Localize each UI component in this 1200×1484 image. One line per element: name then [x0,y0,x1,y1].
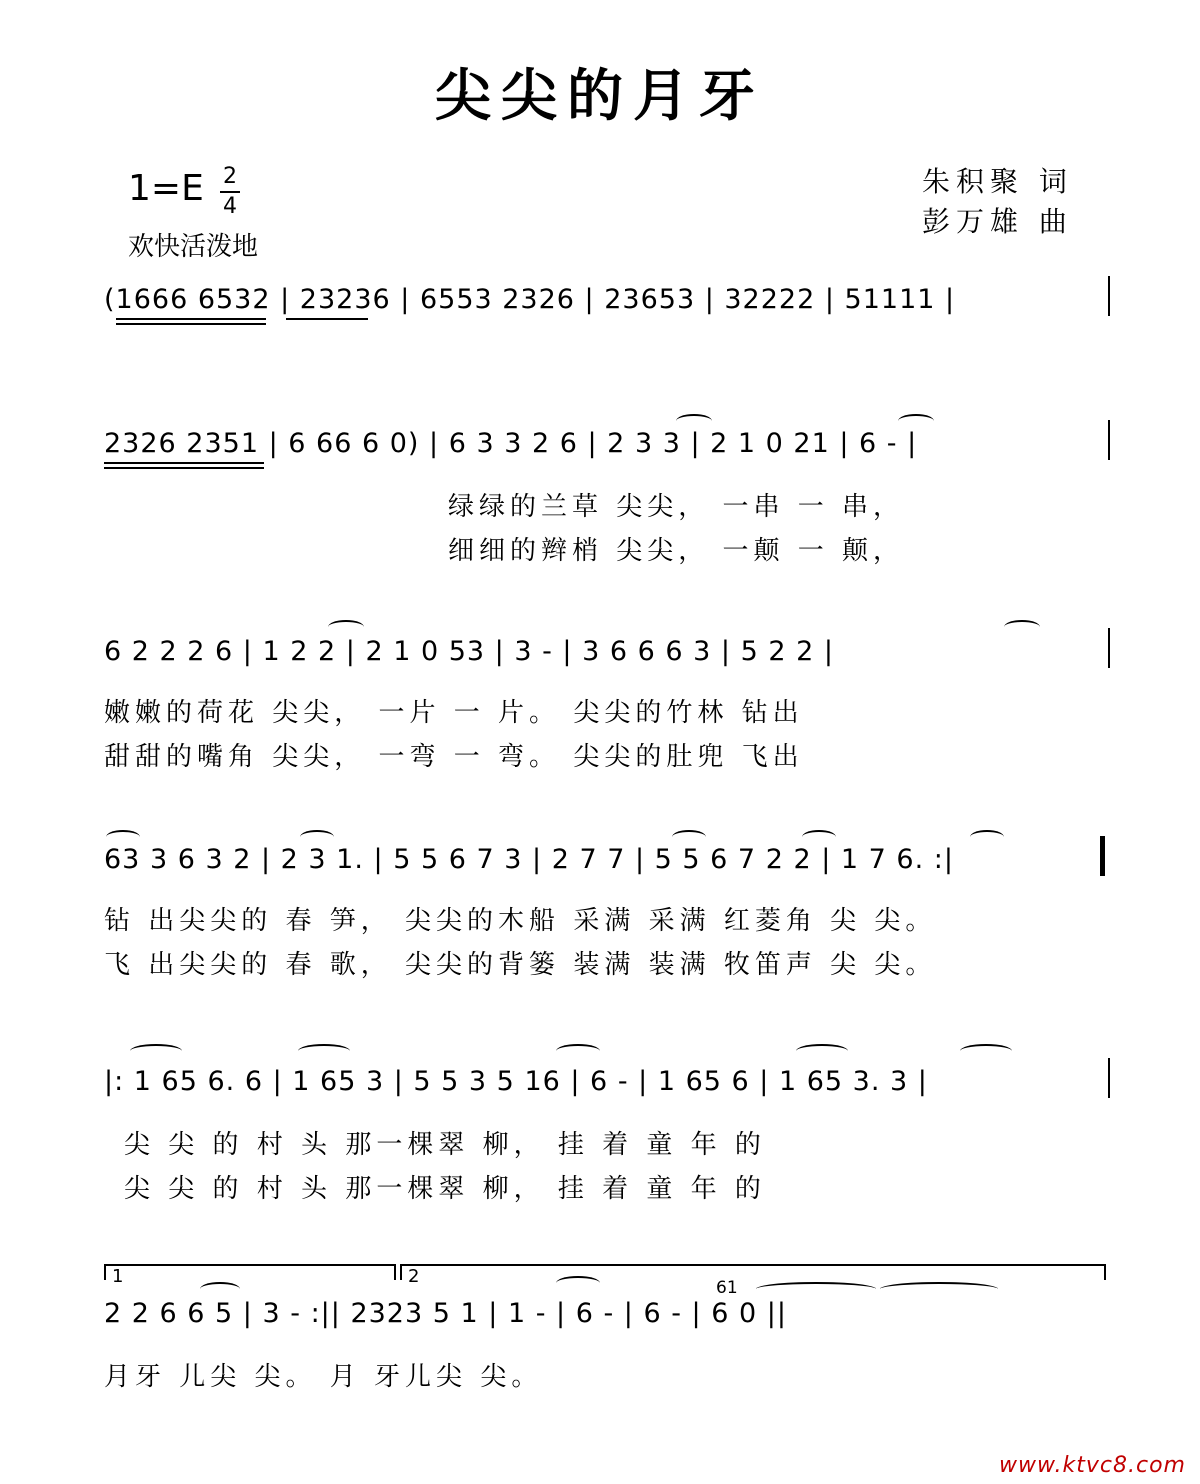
volta-bracket-1-edge [394,1264,396,1280]
tie-slur [676,414,712,428]
tie-slur [300,830,334,844]
tie-slur [796,1044,848,1058]
time-signature-bottom: 4 [223,194,237,219]
tie-slur [960,1044,1012,1058]
lyrics-row-3-verse-1: 嫩嫩的荷花 尖尖， 一片 一 片。 尖尖的竹林 钻出 [104,698,804,728]
lyrics-row-5-verse-1: 尖 尖 的 村 头 那一棵翠 柳， 挂 着 童 年 的 [124,1130,766,1160]
tie-slur [556,1276,600,1290]
lyricist-credit: 朱积聚 词 [922,165,1073,198]
underline [286,318,368,320]
lyrics-row-5-verse-2: 尖 尖 的 村 头 那一棵翠 柳， 挂 着 童 年 的 [124,1174,766,1204]
underline [104,467,264,469]
tie-slur [328,620,364,634]
volta-bracket-2-edge [1104,1264,1106,1280]
notation-row-3: 6 2 2 2 6 | 1 2 2 | 2 1 0 53 | 3 - | 3 6 6 6 3 | 5 2 2 | [104,636,834,667]
barline [1108,1058,1110,1098]
tie-slur [298,1044,350,1058]
lyrics-row-6-verse-1: 月牙 儿尖 尖。 月 牙儿尖 尖。 [104,1362,543,1392]
volta-bracket-2-edge [400,1264,402,1280]
tie-slur [970,830,1004,844]
composer-credit: 彭万雄 曲 [922,205,1073,238]
tempo-marking: 欢快活泼地 [128,232,259,262]
lyrics-row-2-verse-1: 绿绿的兰草 尖尖， 一串 一 串， [448,492,905,522]
tie-slur [200,1282,240,1296]
notation-row-2: 2326 2351 | 6 66 6 0) | 6 3 3 2 6 | 2 3 3 | 2 1 0 21 | 6 - | [104,428,918,459]
lyrics-row-2-verse-2: 细细的辫梢 尖尖， 一颠 一 颠， [448,536,905,566]
tie-slur [898,414,934,428]
lyrics-row-4-verse-2: 飞 出尖尖的 春 歌， 尖尖的背篓 装满 装满 牧笛声 尖 尖。 [104,950,937,980]
repeat-end-barline [1100,836,1105,876]
notation-row-4: 63 3 6 3 2 | 2 3 1. | 5 5 6 7 3 | 2 7 7 | 5 5 6 7 2 2 | 1 7 6. :| [104,844,954,875]
notation-row-1: (1666 6532 | 23236 | 6553 2326 | 23653 | 32222 | 51111 | [104,284,956,315]
time-signature-line [220,191,240,193]
tie-slur [556,1044,600,1058]
underline [104,462,264,464]
time-signature [218,164,242,220]
volta-bracket-2 [400,1264,1106,1266]
watermark: www.ktvc8.com [998,1453,1186,1478]
tie-slur [756,1282,876,1296]
key-signature: 1=E [128,168,204,209]
notation-row-6: 2 2 6 6 5 | 3 - :|| 2323 5 1 | 1 - | 6 - | 6 - | 6 0 || [104,1298,787,1329]
underline [116,318,266,320]
lyrics-row-3-verse-2: 甜甜的嘴角 尖尖， 一弯 一 弯。 尖尖的肚兜 飞出 [104,742,804,772]
barline [1108,628,1110,668]
tie-slur [672,830,706,844]
tie-slur [106,830,140,844]
song-title: 尖尖的月牙 [435,63,765,129]
tie-slur [802,830,836,844]
lyrics-row-4-verse-1: 钻 出尖尖的 春 笋， 尖尖的木船 采满 采满 红菱角 尖 尖。 [104,906,937,936]
time-signature-top: 2 [223,164,237,189]
volta-bracket-1 [104,1264,396,1266]
volta-1-label: 1 [112,1266,124,1287]
tie-slur [130,1044,182,1058]
barline [1108,276,1110,316]
grace-notes: 61 [716,1278,738,1298]
barline [1108,420,1110,460]
volta-2-label: 2 [408,1266,420,1287]
underline [116,323,266,325]
volta-bracket-1-edge [104,1264,106,1280]
tie-slur [1004,620,1040,634]
tie-slur [880,1282,998,1296]
notation-row-5: |: 1 65 6. 6 | 1 65 3 | 5 5 3 5 16 | 6 - | 1 65 6 | 1 65 3. 3 | [104,1066,928,1097]
